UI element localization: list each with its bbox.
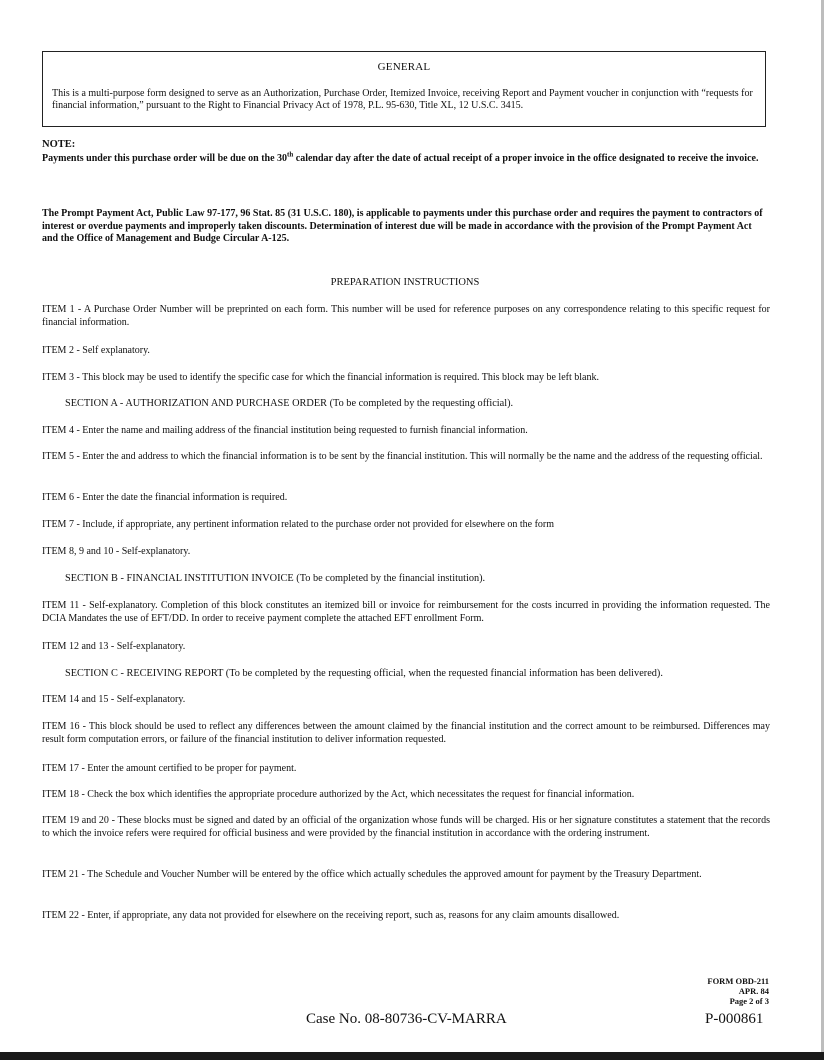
section-c-heading: SECTION C - RECEIVING REPORT (To be completed by the requesting official, when the requested financial information has been delivered). bbox=[65, 668, 663, 679]
item-1: ITEM 1 - A Purchase Order Number will be preprinted on each form. This number will be used for reference purposes on any correspondence relating to this specific request for financial information. bbox=[42, 304, 770, 328]
item-19-20: ITEM 19 and 20 - These blocks must be signed and dated by an official of the organization whose funds will be charged. His or her signature constitutes a statement that the records to which the invoice refers were required for official business and were provided by the financial institution in accordance with the ordering instrument. bbox=[42, 815, 770, 839]
note-payment-text-b: calendar day after the date of actual receipt of a proper invoice in the office designated to receive the invoice. bbox=[293, 153, 759, 164]
section-a-heading: SECTION A - AUTHORIZATION AND PURCHASE ORDER (To be completed by the requesting official). bbox=[65, 398, 514, 409]
preparation-instructions-heading: PREPARATION INSTRUCTIONS bbox=[330, 277, 480, 288]
item-12-13: ITEM 12 and 13 - Self-explanatory. bbox=[42, 641, 186, 652]
item-4: ITEM 4 - Enter the name and mailing address of the financial institution being requested to furnish financial information. bbox=[42, 425, 528, 436]
item-17: ITEM 17 - Enter the amount certified to be proper for payment. bbox=[42, 763, 297, 774]
section-b-heading: SECTION B - FINANCIAL INSTITUTION INVOICE (To be completed by the financial institution). bbox=[65, 573, 486, 584]
page-number: Page 2 of 3 bbox=[729, 996, 769, 1006]
item-8-10: ITEM 8, 9 and 10 - Self-explanatory. bbox=[42, 546, 191, 557]
item-14-15: ITEM 14 and 15 - Self-explanatory. bbox=[42, 694, 186, 705]
form-date: APR. 84 bbox=[738, 986, 769, 996]
item-11: ITEM 11 - Self-explanatory. Completion of this block constitutes an itemized bill or invoice for reimbursement for the costs incurred in providing the information requested. The DCIA Mandates the use of EFT/DD. In order to receive payment complete the attached EFT enrollment Form. bbox=[42, 600, 770, 624]
item-18: ITEM 18 - Check the box which identifies the appropriate procedure authorized by the Act, which necessitates the request for financial information. bbox=[42, 789, 635, 800]
note-payment-sup: th bbox=[287, 150, 294, 159]
note-label: NOTE: bbox=[42, 139, 76, 150]
general-box bbox=[42, 51, 766, 127]
item-5: ITEM 5 - Enter the and address to which the financial information is to be sent by the financial institution. This will normally be the name and the address of the requesting official. bbox=[42, 451, 763, 462]
item-22: ITEM 22 - Enter, if appropriate, any data not provided for elsewhere on the receiving report, such as, reasons for any claim amounts disallowed. bbox=[42, 910, 620, 921]
note-payment-due bbox=[42, 150, 770, 166]
item-16: ITEM 16 - This block should be used to reflect any differences between the amount claimed by the financial institution and the correct amount to be reimbursed. Differences may result form computation errors, or failure of the financial institution to deliver information requested. bbox=[42, 721, 770, 745]
form-identifier bbox=[707, 976, 769, 1006]
note-payment-text-a: Payments under this purchase order will be due on the 30 bbox=[42, 153, 288, 164]
item-21: ITEM 21 - The Schedule and Voucher Number will be entered by the office which actually schedules the approved amount for payment by the Treasury Department. bbox=[42, 869, 702, 880]
case-number: Case No. 08-80736-CV-MARRA bbox=[306, 1011, 507, 1027]
item-6: ITEM 6 - Enter the date the financial information is required. bbox=[42, 492, 288, 503]
note-prompt-payment: The Prompt Payment Act, Public Law 97-177, 96 Stat. 85 (31 U.S.C. 180), is applicable to payments under this purchase order and requires the payment to contractors of interest or overdue payments and improperly taken discounts. Determination of interest due will be made in accordance with the provision of the Prompt Payment Act and the Office of Management and Budge Circular A-125. bbox=[42, 208, 763, 244]
general-text: This is a multi-purpose form designed to serve as an Authorization, Purchase Order, Itemized Invoice, receiving Report and Payment voucher in conjunction with “requests for financial information,” pursuant to the Right to Financial Privacy Act of 1978, P.L. 95-630, Title XL, 12 U.S.C. 3415. bbox=[52, 88, 753, 111]
bates-number: P-000861 bbox=[705, 1011, 764, 1027]
form-number: FORM OBD-211 bbox=[707, 976, 769, 986]
item-7: ITEM 7 - Include, if appropriate, any pertinent information related to the purchase order not provided for elsewhere on the form bbox=[42, 519, 555, 530]
scan-edge-bottom bbox=[0, 1052, 824, 1060]
general-title: GENERAL bbox=[377, 61, 431, 73]
item-3: ITEM 3 - This block may be used to identify the specific case for which the financial information is required. This block may be left blank. bbox=[42, 372, 599, 383]
item-2: ITEM 2 - Self explanatory. bbox=[42, 345, 150, 356]
